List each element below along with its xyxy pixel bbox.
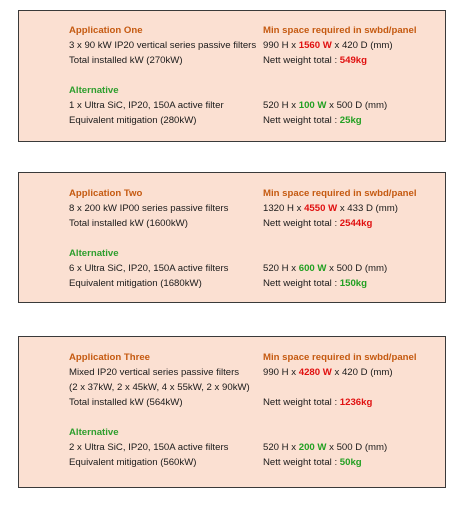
installed-kw: Total installed kW (1600kW) [69, 218, 188, 229]
space-heading: Min space required in swbd/panel [263, 25, 417, 36]
alt-filter-description: 1 x Ultra SiC, IP20, 150A active filter [69, 100, 224, 111]
weight-text: Nett weight total : 2544kg [263, 218, 373, 229]
alt-dimension-text: 520 H x 200 W x 500 D (mm) [263, 442, 388, 453]
alt-width-highlight: 100 W [298, 100, 327, 111]
alt-weight-text: Nett weight total : 25kg [263, 115, 362, 126]
installed-kw: Total installed kW (270kW) [69, 55, 183, 66]
alt-weight-highlight: 50kg [339, 457, 362, 468]
filter-breakdown: (2 x 37kW, 2 x 45kW, 4 x 55kW, 2 x 90kW) [69, 382, 250, 393]
weight-highlight: 549kg [339, 55, 367, 66]
weight-text: Nett weight total : 1236kg [263, 397, 373, 408]
alternative-title: Alternative [69, 85, 119, 96]
alt-filter-description: 2 x Ultra SiC, IP20, 150A active filters [69, 442, 229, 453]
alt-weight-text: Nett weight total : 50kg [263, 457, 362, 468]
filter-description: 3 x 90 kW IP20 vertical series passive filters [69, 40, 257, 51]
alt-dimension-text: 520 H x 600 W x 500 D (mm) [263, 263, 388, 274]
space-heading: Min space required in swbd/panel [263, 188, 417, 199]
weight-highlight: 2544kg [339, 218, 373, 229]
alt-weight-highlight: 25kg [339, 115, 362, 126]
dimension-text: 990 H x 4280 W x 420 D (mm) [263, 367, 393, 378]
alt-equivalent-mitigation: Equivalent mitigation (280kW) [69, 115, 197, 126]
application-two-card [18, 172, 446, 303]
alt-weight-highlight: 150kg [339, 278, 367, 289]
alt-width-highlight: 600 W [298, 263, 327, 274]
width-highlight: 4280 W [298, 367, 332, 378]
alternative-title: Alternative [69, 427, 119, 438]
filter-description: Mixed IP20 vertical series passive filters [69, 367, 240, 378]
alt-dimension-text: 520 H x 100 W x 500 D (mm) [263, 100, 388, 111]
application-three-card [18, 336, 446, 488]
card-title: Application Two [69, 188, 143, 199]
alternative-title: Alternative [69, 248, 119, 259]
card-title: Application One [69, 25, 143, 36]
alt-filter-description: 6 x Ultra SiC, IP20, 150A active filters [69, 263, 229, 274]
space-heading: Min space required in swbd/panel [263, 352, 417, 363]
card-title: Application Three [69, 352, 151, 363]
dimension-text: 1320 H x 4550 W x 433 D (mm) [263, 203, 398, 214]
application-one-card [18, 10, 446, 142]
alt-width-highlight: 200 W [298, 442, 327, 453]
alt-equivalent-mitigation: Equivalent mitigation (560kW) [69, 457, 197, 468]
installed-kw: Total installed kW (564kW) [69, 397, 183, 408]
alt-weight-text: Nett weight total : 150kg [263, 278, 367, 289]
filter-description: 8 x 200 kW IP00 series passive filters [69, 203, 229, 214]
width-highlight: 4550 W [304, 203, 338, 214]
weight-highlight: 1236kg [339, 397, 373, 408]
width-highlight: 1560 W [298, 40, 332, 51]
alt-equivalent-mitigation: Equivalent mitigation (1680kW) [69, 278, 202, 289]
weight-text: Nett weight total : 549kg [263, 55, 367, 66]
dimension-text: 990 H x 1560 W x 420 D (mm) [263, 40, 393, 51]
